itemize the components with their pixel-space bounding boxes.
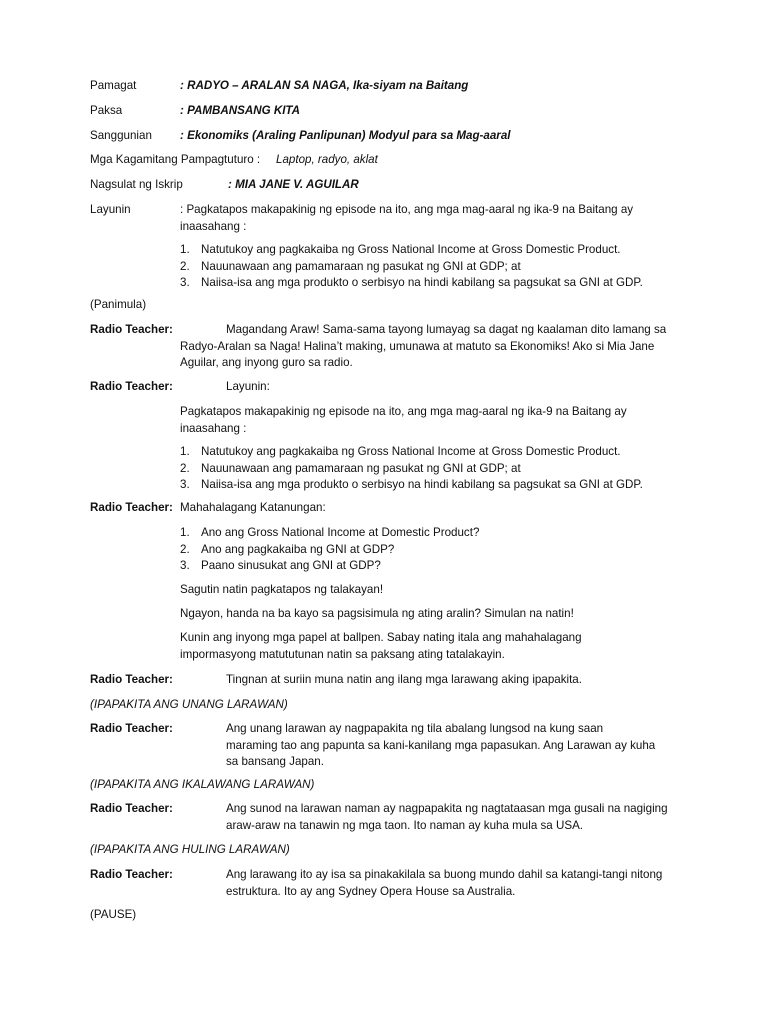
layunin-intro: : Pagkatapos makapakinig ng episode na ito, ang mga mag-aaral ng ika-9 na Baitang ay inaasahang : (180, 203, 634, 233)
field-label: Nagsulat ng Iskrip (90, 178, 183, 191)
field-label: Mga Kagamitang Pampagtuturo : (90, 153, 261, 166)
script-block-larawan-1 (90, 721, 690, 773)
script-heading: Mahahalagang Katanungan: (180, 501, 326, 514)
script-text: Pagkatapos makapakinig ng episode na ito, ang mga mag-aaral ng ika-9 na Baitang ay inaasahang : (180, 405, 627, 435)
layunin-list (180, 242, 690, 292)
list-item: 1. Natutukoy ang pagkakaiba ng Gross National Income at Gross Domestic Product. (180, 445, 621, 458)
field-value: : MIA JANE V. AGUILAR (228, 178, 359, 191)
list-item: 2. Nauunawaan ang pamamaraan ng pasukat ng GNI at GDP; at (180, 461, 521, 475)
script-text: Ang larawang ito ay isa sa pinakakilala sa buong mundo dahil sa katangi-tangi nitong estruktura. Ito ay ang Sydney Opera House sa Australia. (226, 868, 663, 898)
script-block-katanungan (90, 500, 690, 665)
script-block-intro (90, 322, 690, 374)
list-item: 2. Nauunawaan ang pamamaraan ng pasukat ng GNI at GDP; at (180, 259, 521, 273)
script-block-larawan-3 (90, 867, 690, 903)
speaker-label: Radio Teacher: (90, 380, 173, 393)
list-item: 2. Ano ang pagkakaiba ng GNI at GDP? (180, 542, 395, 556)
field-value: Laptop, radyo, aklat (276, 153, 378, 166)
field-value: : Ekonomiks (Araling Panlipunan) Modyul para sa Mag-aaral (180, 129, 511, 142)
script-text: Ngayon, handa na ba kayo sa pagsisimula ng ating aralin? Simulan na natin! (180, 607, 574, 620)
script-list (180, 525, 690, 575)
list-item: 3. Naiisa-isa ang mga produkto o serbisyo na hindi kabilang sa pagsukat sa GNI at GDP. (180, 478, 643, 491)
script-text: Ang sunod na larawan naman ay nagpapakita ng nagtataasan mga gusali na nagiging araw-araw na tanawin ng mga taon. Ito naman ay kuha mula sa USA. (226, 802, 668, 832)
field-label: Layunin (90, 203, 131, 216)
speaker-label: Radio Teacher: (90, 673, 173, 686)
script-text: Tingnan at suriin muna natin ang ilang mga larawang aking ipapakita. (226, 673, 582, 686)
list-item: 3. Naiisa-isa ang mga produkto o serbisyo na hindi kabilang sa pagsukat sa GNI at GDP. (180, 276, 643, 289)
field-label: Paksa (90, 104, 123, 117)
field-value: : PAMBANSANG KITA (180, 104, 301, 117)
script-block-larawan-2 (90, 801, 690, 837)
document-page: Pamagat : RADYO – ARALAN SA NAGA, Ika-siyam na Baitang Paksa : PAMBANSANG KITA Sanggunian : Ekonomiks (Araling Panlipunan) Modyul para sa Mag-aaral Mga Kagamitang Pampagtuturo : Laptop, radyo, aklat Nagsulat ng Iskrip : MIA JANE V. AGUILAR Layunin : Pagkatapos makapakinig ng episode na ito, ang mga mag-aaral ng ika-9 na Baitang ay inaasahang : 1. Natutukoy ang pagkakaiba ng Gross National Income at Gross Domestic Product. 2. Nauunawaan ang pamamaraan ng pasukat ng GNI at GDP; at 3. Naiisa-isa ang mga produkto o serbisyo na hindi kabilang sa pagsukat sa GNI at GDP. (Panimula) Radio Teacher: Magandang Araw! Sama-sama tayong lumayag sa dagat ng kaalaman dito lamang sa Radyo-Aralan sa Naga! Halina’t making, umunawa at matuto sa Ekonomiks! Ako si Mia Jane Aguilar, ang inyong guro sa radio. Radio Teacher: Layunin: Pagkatapos makapakinig ng episode na ito, ang mga mag-aaral ng ika-9 na Baitang ay inaasahang : 1. Natutukoy ang pagkakaiba ng Gross National Income at Gross Domestic Product. 2. Nauunawaan ang pamamaraan ng pasukat ng GNI at GDP; at 3. Naiisa-isa ang mga produkto o serbisyo na hindi kabilang sa pagsukat sa GNI at GDP. Radio Teacher: Mahahalagang Katanungan: 1. Ano ang Gross National Income at Domestic Product? 2. Ano ang pagkakaiba ng GNI at GDP? 3. Paano sinusukat ang GNI at GDP? Sagutin natin pagkatapos ng talakayan! Ngayon, handa na ba kayo sa pagsisimula ng ating aralin? Simulan na natin! Kunin ang inyong mga papel at ballpen. Sabay nating itala ang mahahalagang impormasyong matututunan natin sa paksang ating tatalakayin. Radio Teacher: Tingnan at suriin muna natin ang ilang mga larawang aking ipapakita. (IPAPAKITA ANG UNANG LARAWAN) Radio Teacher: Ang unang larawan ay nagpapakita ng tila abalang lungsod na kung saan maraming tao ang papunta sa kani-kanilang mga papasukan. Ang Larawan ay kuha sa bansang Japan. (IPAPAKITA ANG IKALAWANG LARAWAN) Radio Teacher: Ang sunod na larawan naman ay nagpapakita ng nagtataasan mga gusali na nagiging araw-araw na tanawin ng mga taon. Ito naman ay kuha mula sa USA. (IPAPAKITA ANG HULING LARAWAN) Radio Teacher: Ang larawang ito ay isa sa pinakakilala sa buong mundo dahil sa katangi-tangi nitong estruktura. Ito ay ang Sydney Opera House sa Australia. (PAUSE) (90, 0, 690, 1024)
script-text: Ang unang larawan ay nagpapakita ng tila abalang lungsod na kung saan maraming tao ang papunta sa kani-kanilang mga papasukan. Ang Larawan ay kuha sa bansang Japan. (226, 722, 656, 768)
field-label: Pamagat (90, 79, 137, 92)
field-label: Sanggunian (90, 129, 152, 142)
list-item: 3. Paano sinusukat ang GNI at GDP? (180, 559, 381, 572)
speaker-label: Radio Teacher: (90, 501, 173, 514)
script-heading: Layunin: (226, 380, 270, 393)
speaker-label: Radio Teacher: (90, 323, 173, 336)
script-text: Kunin ang inyong mga papel at ballpen. Sabay nating itala ang mahahalagang impormasyong matututunan natin sa paksang ating tatalakayin. (180, 631, 582, 661)
speaker-label: Radio Teacher: (90, 722, 173, 735)
list-item: 1. Ano ang Gross National Income at Domestic Product? (180, 526, 480, 539)
script-text: Magandang Araw! Sama-sama tayong lumayag sa dagat ng kaalaman dito lamang sa Radyo-Aralan sa Naga! Halina’t making, umunawa at matuto sa Ekonomiks! Ako si Mia Jane Aguilar, ang inyong guro sa radio. (180, 323, 667, 369)
speaker-label: Radio Teacher: (90, 868, 173, 881)
script-list (180, 444, 690, 494)
speaker-label: Radio Teacher: (90, 802, 173, 815)
layunin-section (90, 202, 690, 292)
script-text: Sagutin natin pagkatapos ng talakayan! (180, 583, 384, 596)
script-block-layunin (90, 379, 690, 494)
list-item: 1. Natutukoy ang pagkakaiba ng Gross National Income at Gross Domestic Product. (180, 243, 621, 256)
field-value: : RADYO – ARALAN SA NAGA, Ika-siyam na Baitang (180, 79, 469, 92)
